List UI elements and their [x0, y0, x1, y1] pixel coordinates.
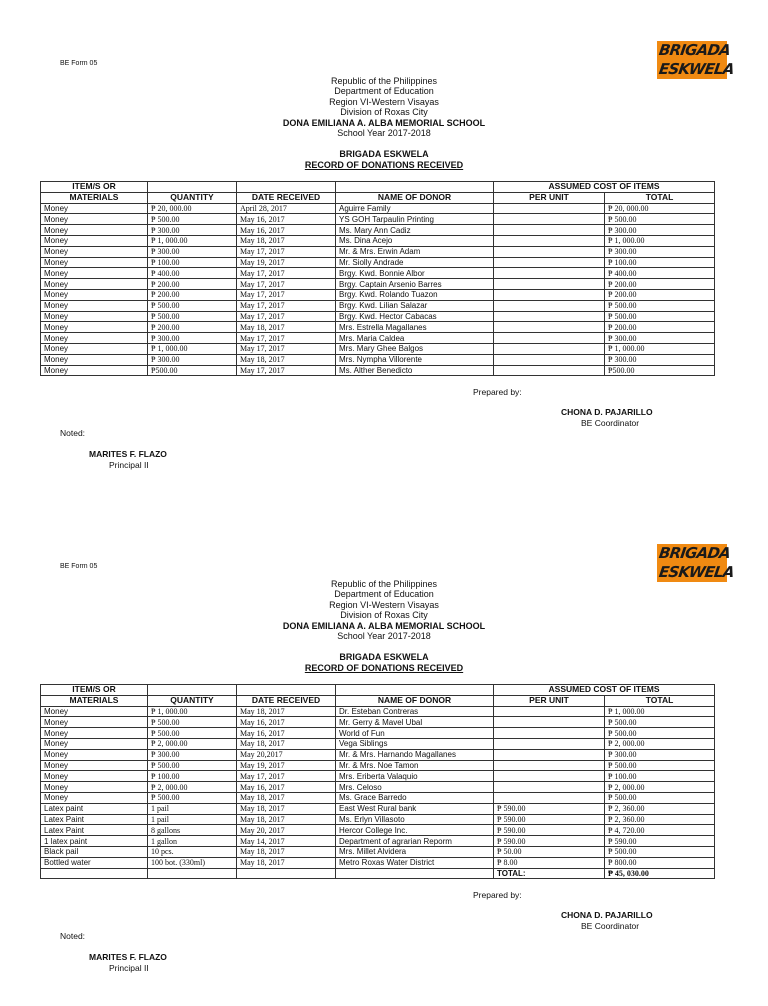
brigada-eskwela-logo: BRIGADA ESKWELA [657, 41, 735, 78]
date-cell: May 17, 2017 [237, 246, 336, 257]
quantity-cell: ₱ 500.00 [148, 311, 237, 322]
coordinator-name: CHONA D. PAJARILLO [561, 407, 653, 417]
quantity-cell: ₱ 300.00 [148, 246, 237, 257]
date-cell: May 18, 2017 [237, 846, 336, 857]
item-cell: Money [41, 300, 148, 311]
item-cell: Money [41, 354, 148, 365]
col-total-header: TOTAL [605, 695, 715, 706]
per-unit-cell: ₱ 590.00 [494, 836, 605, 847]
table-row [41, 706, 715, 717]
item-cell: Money [41, 792, 148, 803]
per-unit-cell [494, 749, 605, 760]
per-unit-cell [494, 738, 605, 749]
quantity-cell: 1 pail [148, 814, 237, 825]
form-title: BRIGADA ESKWELA [339, 652, 429, 663]
donor-cell: Mrs. Estrella Magallanes [336, 322, 494, 333]
date-cell: May 19, 2017 [237, 257, 336, 268]
date-cell: May 18, 2017 [237, 792, 336, 803]
form-subtitle: RECORD OF DONATIONS RECEIVED [304, 159, 464, 170]
empty-cell [237, 868, 336, 879]
per-unit-cell [494, 225, 605, 236]
item-cell: Money [41, 782, 148, 793]
donor-cell: Mr. & Mrs. Harnando Magallanes [336, 749, 494, 760]
total-label: TOTAL: [494, 868, 605, 879]
table-row [41, 749, 715, 760]
quantity-cell: ₱ 20, 000.00 [148, 203, 237, 214]
total-cell: ₱ 200.00 [605, 322, 715, 333]
table-row [41, 738, 715, 749]
per-unit-cell [494, 203, 605, 214]
total-cell: ₱ 2, 360.00 [605, 803, 715, 814]
per-unit-cell [494, 279, 605, 290]
donor-cell: Dr. Esteban Contreras [336, 706, 494, 717]
item-cell: Bottled water [41, 857, 148, 868]
donor-cell: Brgy. Kwd. Hector Cabacas [336, 311, 494, 322]
table-row [41, 322, 715, 333]
date-cell: May 16, 2017 [237, 225, 336, 236]
per-unit-cell [494, 760, 605, 771]
item-cell: Money [41, 771, 148, 782]
item-cell: Latex Paint [41, 814, 148, 825]
per-unit-cell [494, 333, 605, 344]
total-cell: ₱ 500.00 [605, 717, 715, 728]
table-row [41, 333, 715, 344]
donor-cell: Brgy. Kwd. Rolando Tuazon [336, 289, 494, 300]
item-cell: Money [41, 749, 148, 760]
date-cell: May 20, 2017 [237, 825, 336, 836]
donor-cell: Brgy. Captain Arsenio Barres [336, 279, 494, 290]
donor-cell: Aguirre Family [336, 203, 494, 214]
donor-cell: Mr. Gerry & Mavel Ubal [336, 717, 494, 728]
quantity-cell: ₱ 300.00 [148, 333, 237, 344]
donor-cell: Mrs. Mary Ghee Balgos [336, 343, 494, 354]
date-cell: May 16, 2017 [237, 717, 336, 728]
quantity-cell: ₱ 500.00 [148, 792, 237, 803]
donor-cell: YS GOH Tarpaulin Printing [336, 214, 494, 225]
table-row [41, 760, 715, 771]
per-unit-cell [494, 771, 605, 782]
per-unit-cell [494, 300, 605, 311]
item-cell: Latex paint [41, 803, 148, 814]
donor-cell: Vega Siblings [336, 738, 494, 749]
form-title: BRIGADA ESKWELA [339, 149, 429, 160]
quantity-cell: ₱ 200.00 [148, 279, 237, 290]
total-cell: ₱500.00 [605, 365, 715, 376]
table-row [41, 728, 715, 739]
table-row [41, 782, 715, 793]
total-cell: ₱ 1, 000.00 [605, 706, 715, 717]
per-unit-cell: ₱ 590.00 [494, 803, 605, 814]
per-unit-cell [494, 343, 605, 354]
col-date-header: DATE RECEIVED [237, 695, 336, 706]
table-row [41, 246, 715, 257]
table-row [41, 225, 715, 236]
total-cell: ₱ 4, 720.00 [605, 825, 715, 836]
donor-cell: Metro Roxas Water District [336, 857, 494, 868]
document-header: Republic of the Philippines Department of Education Region VI-Western Visayas Division of Roxas City DONA EMILIANA A. ALBA MEMORIAL SCHOOL School Year 2017-2018 BRIGADA ESKWELA RECORD OF DONATIONS RECEIVED [0, 76, 768, 170]
quantity-cell: ₱ 100.00 [148, 257, 237, 268]
quantity-cell: ₱ 300.00 [148, 354, 237, 365]
total-cell: ₱ 300.00 [605, 246, 715, 257]
item-cell: Money [41, 246, 148, 257]
col-donor-header: NAME OF DONOR [336, 192, 494, 203]
col-perunit-header: PER UNIT [494, 192, 605, 203]
table-row [41, 279, 715, 290]
quantity-cell: ₱ 300.00 [148, 225, 237, 236]
total-cell: ₱ 2, 360.00 [605, 814, 715, 825]
date-cell: May 16, 2017 [237, 782, 336, 793]
table-row [41, 289, 715, 300]
quantity-cell: ₱ 100.00 [148, 771, 237, 782]
document-header: Republic of the Philippines Department of Education Region VI-Western Visayas Division of Roxas City DONA EMILIANA A. ALBA MEMORIAL SCHOOL School Year 2017-2018 BRIGADA ESKWELA RECORD OF DONATIONS RECEIVED [0, 579, 768, 673]
item-cell: Money [41, 289, 148, 300]
item-cell: Money [41, 268, 148, 279]
table-row [41, 311, 715, 322]
date-cell: May 17, 2017 [237, 333, 336, 344]
col-assumed-header: ASSUMED COST OF ITEMS [494, 182, 715, 193]
per-unit-cell [494, 246, 605, 257]
coordinator-title: BE Coordinator [581, 418, 640, 428]
prepared-by-label: Prepared by: [473, 387, 522, 397]
per-unit-cell [494, 289, 605, 300]
date-cell: May 20,2017 [237, 749, 336, 760]
principal-name: MARITES F. FLAZO [89, 952, 167, 962]
item-cell: Money [41, 214, 148, 225]
table-row [41, 857, 715, 868]
col-qty-header: QUANTITY [148, 192, 237, 203]
col-donor-header: NAME OF DONOR [336, 695, 494, 706]
per-unit-cell [494, 354, 605, 365]
item-cell: Black pail [41, 846, 148, 857]
date-cell: May 18, 2017 [237, 738, 336, 749]
table-row [41, 214, 715, 225]
total-row [41, 868, 715, 879]
noted-label: Noted: [60, 931, 86, 941]
date-cell: May 18, 2017 [237, 803, 336, 814]
principal-name: MARITES F. FLAZO [89, 449, 167, 459]
coordinator-title: BE Coordinator [581, 921, 640, 931]
col-item-header-2: MATERIALS [41, 695, 148, 706]
date-cell: May 17, 2017 [237, 365, 336, 376]
total-cell: ₱ 500.00 [605, 760, 715, 771]
item-cell: Money [41, 365, 148, 376]
quantity-cell: ₱ 500.00 [148, 728, 237, 739]
item-cell: Money [41, 343, 148, 354]
donor-cell: Ms. Mary Ann Cadiz [336, 225, 494, 236]
grand-total: ₱ 45, 030.00 [605, 868, 715, 879]
donor-cell: Mr. & Mrs. Noe Tamon [336, 760, 494, 771]
per-unit-cell: ₱ 590.00 [494, 825, 605, 836]
donor-cell: Brgy. Kwd. Lilian Salazar [336, 300, 494, 311]
principal-title: Principal II [109, 963, 149, 973]
col-item-header: ITEM/S OR [41, 685, 148, 696]
total-cell: ₱ 1, 000.00 [605, 235, 715, 246]
date-cell: May 16, 2017 [237, 728, 336, 739]
total-cell: ₱ 500.00 [605, 792, 715, 803]
table-row [41, 203, 715, 214]
total-cell: ₱ 300.00 [605, 354, 715, 365]
item-cell: Money [41, 333, 148, 344]
donor-cell: Ms. Erlyn Villasoto [336, 814, 494, 825]
donor-cell: East West Rural bank [336, 803, 494, 814]
quantity-cell: ₱ 200.00 [148, 322, 237, 333]
quantity-cell: ₱ 500.00 [148, 300, 237, 311]
date-cell: May 18, 2017 [237, 322, 336, 333]
col-assumed-header: ASSUMED COST OF ITEMS [494, 685, 715, 696]
per-unit-cell [494, 365, 605, 376]
school-name: DONA EMILIANA A. ALBA MEMORIAL SCHOOL [282, 620, 486, 631]
date-cell: April 28, 2017 [237, 203, 336, 214]
table-row [41, 343, 715, 354]
donor-cell: Mr. Siolly Andrade [336, 257, 494, 268]
principal-title: Principal II [109, 460, 149, 470]
col-date-header: DATE RECEIVED [237, 192, 336, 203]
quantity-cell: ₱ 200.00 [148, 289, 237, 300]
quantity-cell: 1 gallon [148, 836, 237, 847]
quantity-cell: 100 bot. (330ml) [148, 857, 237, 868]
per-unit-cell [494, 728, 605, 739]
date-cell: May 14, 2017 [237, 836, 336, 847]
per-unit-cell [494, 311, 605, 322]
donor-cell: Ms. Grace Barredo [336, 792, 494, 803]
table-row [41, 300, 715, 311]
form-number: BE Form 05 [60, 563, 98, 570]
donations-table [40, 684, 715, 879]
item-cell: Money [41, 225, 148, 236]
table-row [41, 235, 715, 246]
total-cell: ₱ 400.00 [605, 268, 715, 279]
date-cell: May 18, 2017 [237, 814, 336, 825]
table-row [41, 257, 715, 268]
item-cell: Money [41, 760, 148, 771]
col-perunit-header: PER UNIT [494, 695, 605, 706]
total-cell: ₱ 100.00 [605, 771, 715, 782]
item-cell: Money [41, 717, 148, 728]
per-unit-cell: ₱ 8.00 [494, 857, 605, 868]
school-name: DONA EMILIANA A. ALBA MEMORIAL SCHOOL [282, 117, 486, 128]
table-row [41, 814, 715, 825]
date-cell: May 17, 2017 [237, 300, 336, 311]
total-cell: ₱ 300.00 [605, 333, 715, 344]
total-cell: ₱ 500.00 [605, 214, 715, 225]
quantity-cell: ₱ 500.00 [148, 214, 237, 225]
col-item-header-2: MATERIALS [41, 192, 148, 203]
donor-cell: Mrs. Nympha Villorente [336, 354, 494, 365]
quantity-cell: ₱ 2, 000.00 [148, 782, 237, 793]
per-unit-cell [494, 235, 605, 246]
total-cell: ₱ 200.00 [605, 289, 715, 300]
date-cell: May 16, 2017 [237, 214, 336, 225]
quantity-cell: ₱ 1, 000.00 [148, 343, 237, 354]
form-subtitle: RECORD OF DONATIONS RECEIVED [304, 662, 464, 673]
total-cell: ₱ 2, 000.00 [605, 738, 715, 749]
per-unit-cell [494, 322, 605, 333]
noted-label: Noted: [60, 428, 86, 438]
total-cell: ₱ 200.00 [605, 279, 715, 290]
date-cell: May 19, 2017 [237, 760, 336, 771]
donor-cell: Department of agrarian Reporm [336, 836, 494, 847]
table-row [41, 846, 715, 857]
quantity-cell: ₱ 2, 000.00 [148, 738, 237, 749]
form-number: BE Form 05 [60, 60, 98, 67]
item-cell: Money [41, 203, 148, 214]
total-cell: ₱ 800.00 [605, 857, 715, 868]
donor-cell: Ms. Alther Benedicto [336, 365, 494, 376]
quantity-cell: 8 gallons [148, 825, 237, 836]
donor-cell: Brgy. Kwd. Bonnie Albor [336, 268, 494, 279]
date-cell: May 18, 2017 [237, 235, 336, 246]
total-cell: ₱ 590.00 [605, 836, 715, 847]
quantity-cell: ₱ 1, 000.00 [148, 235, 237, 246]
item-cell: Money [41, 235, 148, 246]
per-unit-cell: ₱ 50.00 [494, 846, 605, 857]
item-cell: Money [41, 311, 148, 322]
empty-cell [336, 868, 494, 879]
table-row [41, 365, 715, 376]
total-cell: ₱ 500.00 [605, 728, 715, 739]
item-cell: Money [41, 738, 148, 749]
table-row [41, 771, 715, 782]
per-unit-cell [494, 792, 605, 803]
per-unit-cell: ₱ 590.00 [494, 814, 605, 825]
quantity-cell: ₱ 500.00 [148, 717, 237, 728]
total-cell: ₱ 1, 000.00 [605, 343, 715, 354]
donations-table [40, 181, 715, 376]
total-cell: ₱ 300.00 [605, 225, 715, 236]
per-unit-cell [494, 268, 605, 279]
item-cell: Money [41, 279, 148, 290]
date-cell: May 17, 2017 [237, 311, 336, 322]
date-cell: May 17, 2017 [237, 343, 336, 354]
item-cell: Money [41, 728, 148, 739]
quantity-cell: ₱500.00 [148, 365, 237, 376]
brigada-eskwela-logo: BRIGADA ESKWELA [657, 544, 735, 581]
item-cell: Money [41, 706, 148, 717]
total-cell: ₱ 500.00 [605, 300, 715, 311]
date-cell: May 17, 2017 [237, 268, 336, 279]
quantity-cell: ₱ 500.00 [148, 760, 237, 771]
total-cell: ₱ 100.00 [605, 257, 715, 268]
quantity-cell: 10 pcs. [148, 846, 237, 857]
quantity-cell: ₱ 1, 000.00 [148, 706, 237, 717]
per-unit-cell [494, 782, 605, 793]
date-cell: May 18, 2017 [237, 857, 336, 868]
col-total-header: TOTAL [605, 192, 715, 203]
col-item-header: ITEM/S OR [41, 182, 148, 193]
table-row [41, 792, 715, 803]
total-cell: ₱ 300.00 [605, 749, 715, 760]
empty-cell [148, 868, 237, 879]
item-cell: Money [41, 322, 148, 333]
per-unit-cell [494, 257, 605, 268]
donor-cell: Ms. Dina Acejo [336, 235, 494, 246]
date-cell: May 18, 2017 [237, 706, 336, 717]
col-qty-header: QUANTITY [148, 695, 237, 706]
table-row [41, 825, 715, 836]
item-cell: 1 latex paint [41, 836, 148, 847]
item-cell: Money [41, 257, 148, 268]
per-unit-cell [494, 214, 605, 225]
per-unit-cell [494, 717, 605, 728]
donor-cell: Mrs. Maria Caldea [336, 333, 494, 344]
donor-cell: Mrs. Millet Alvidera [336, 846, 494, 857]
table-row [41, 803, 715, 814]
total-cell: ₱ 2, 000.00 [605, 782, 715, 793]
date-cell: May 18, 2017 [237, 354, 336, 365]
date-cell: May 17, 2017 [237, 279, 336, 290]
total-cell: ₱ 20, 000.00 [605, 203, 715, 214]
quantity-cell: ₱ 300.00 [148, 749, 237, 760]
form-page-2 [0, 503, 768, 1006]
item-cell: Latex Paint [41, 825, 148, 836]
table-row [41, 268, 715, 279]
donor-cell: Mrs. Celoso [336, 782, 494, 793]
date-cell: May 17, 2017 [237, 289, 336, 300]
total-cell: ₱ 500.00 [605, 846, 715, 857]
donor-cell: Mrs. Eriberta Valaquio [336, 771, 494, 782]
table-row [41, 354, 715, 365]
quantity-cell: ₱ 400.00 [148, 268, 237, 279]
coordinator-name: CHONA D. PAJARILLO [561, 910, 653, 920]
per-unit-cell [494, 706, 605, 717]
donor-cell: World of Fun [336, 728, 494, 739]
donor-cell: Hercor College Inc. [336, 825, 494, 836]
table-row [41, 836, 715, 847]
table-row [41, 717, 715, 728]
empty-cell [41, 868, 148, 879]
date-cell: May 17, 2017 [237, 771, 336, 782]
quantity-cell: 1 pail [148, 803, 237, 814]
donor-cell: Mr. & Mrs. Erwin Adam [336, 246, 494, 257]
total-cell: ₱ 500.00 [605, 311, 715, 322]
prepared-by-label: Prepared by: [473, 890, 522, 900]
